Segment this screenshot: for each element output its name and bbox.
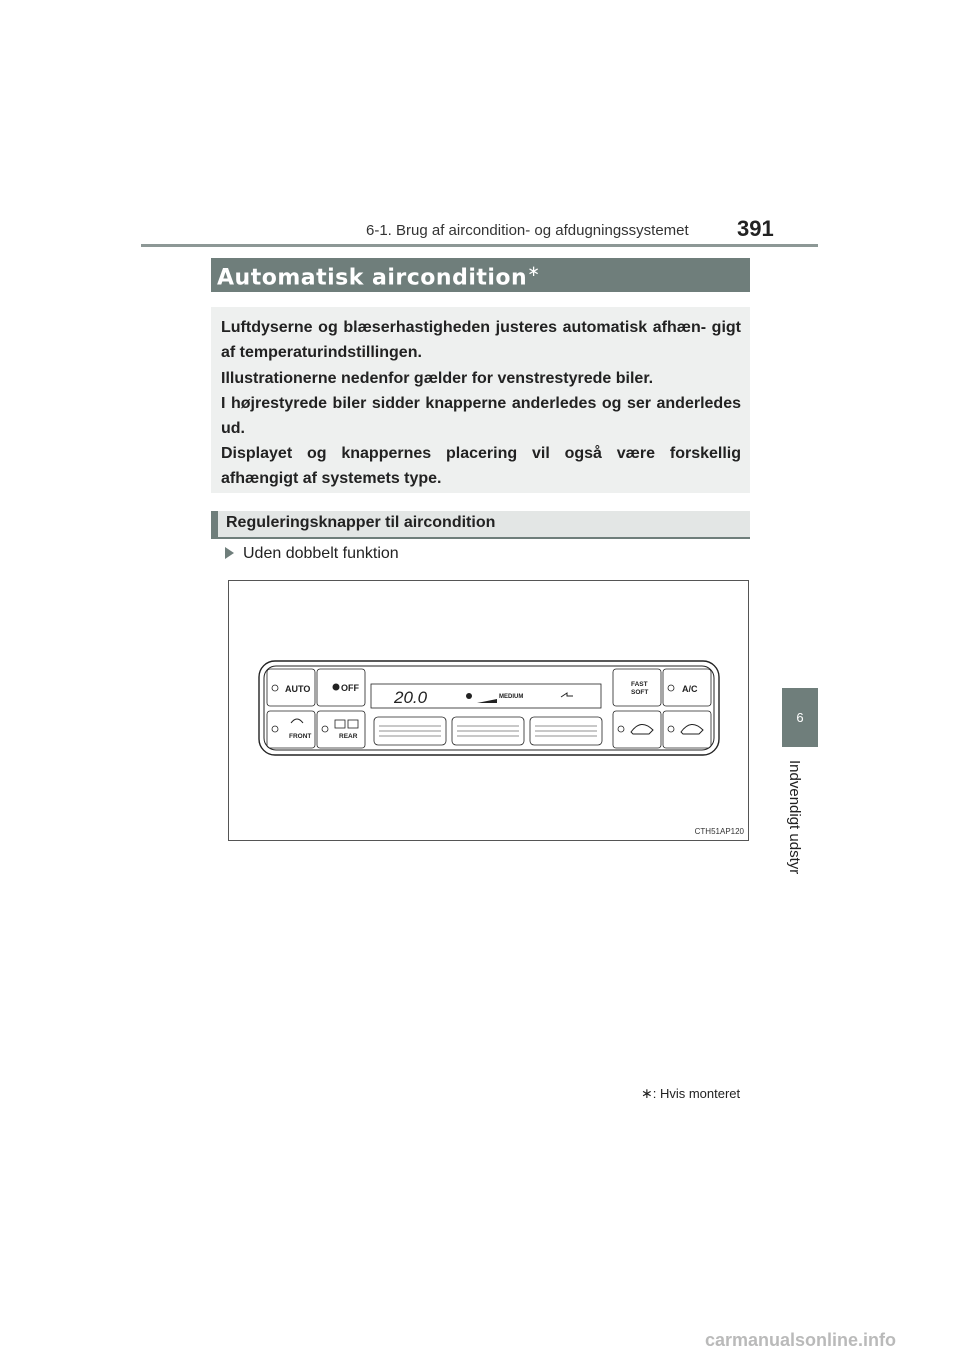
section-heading: Reguleringsknapper til aircondition — [226, 514, 496, 531]
airflow-mode-icon — [561, 693, 573, 697]
intro-paragraph-2: Illustrationerne nedenfor gælder for venstrestyrede biler. — [221, 370, 654, 387]
variant-label: Uden dobbelt funktion — [243, 545, 399, 562]
front-button-label: FRONT — [289, 733, 312, 740]
section-heading-bar — [211, 511, 750, 539]
triangle-bullet-icon — [225, 547, 234, 559]
fast-label: FAST — [631, 681, 648, 688]
watermark: carmanualsonline.info — [705, 1330, 897, 1350]
figure-code: CTH51AP120 — [694, 827, 744, 836]
chapter-label: Indvendigt udstyr — [786, 760, 803, 875]
display-fan-speed: MEDIUM — [499, 694, 524, 700]
intro-paragraph-3: I højrestyrede biler sidder knapperne anderledes og ser anderledes ud. — [221, 395, 741, 437]
footnote-marker: ∗ — [641, 1085, 653, 1101]
auto-button-label: AUTO — [285, 684, 311, 694]
soft-label: SOFT — [631, 689, 649, 696]
recirculation-icon — [681, 724, 703, 734]
intro-box — [211, 307, 750, 493]
fan-icon — [333, 684, 340, 691]
variant-bullet — [225, 545, 399, 563]
chapter-number: 6 — [796, 710, 804, 725]
section-accent — [211, 511, 218, 539]
outside-air-icon — [631, 724, 653, 734]
fan-speed-icon — [466, 693, 497, 703]
title-bar — [211, 258, 750, 292]
title-text: Automatisk aircondition — [217, 265, 528, 291]
display-temperature: 20.0 — [394, 688, 428, 707]
page-number: 391 — [737, 216, 774, 241]
footnote — [641, 1085, 740, 1102]
header-rule — [141, 244, 818, 247]
ac-button-label: A/C — [682, 684, 698, 694]
rear-defrost-icon — [335, 720, 345, 728]
mirror-heater-icon — [348, 720, 358, 728]
off-button-label: OFF — [341, 683, 359, 693]
intro-paragraph-1: Luftdyserne og blæserhastigheden justeres automatisk afhæn- gigt af temperaturindstillingen. — [221, 319, 741, 361]
rear-button-label: REAR — [339, 733, 358, 740]
running-header: 6-1. Brug af aircondition- og afdugningssystemet — [366, 222, 689, 239]
control-panel-figure — [228, 580, 749, 841]
footnote-text: : Hvis monteret — [652, 1086, 741, 1101]
chapter-tab — [782, 688, 818, 747]
page-title — [217, 262, 540, 290]
intro-paragraph-4: Displayet og knappernes placering vil også være forskellig afhængigt af systemets type. — [221, 445, 741, 487]
title-marker: ∗ — [527, 262, 541, 280]
control-panel-illustration — [229, 581, 748, 840]
front-defrost-icon — [291, 719, 303, 723]
